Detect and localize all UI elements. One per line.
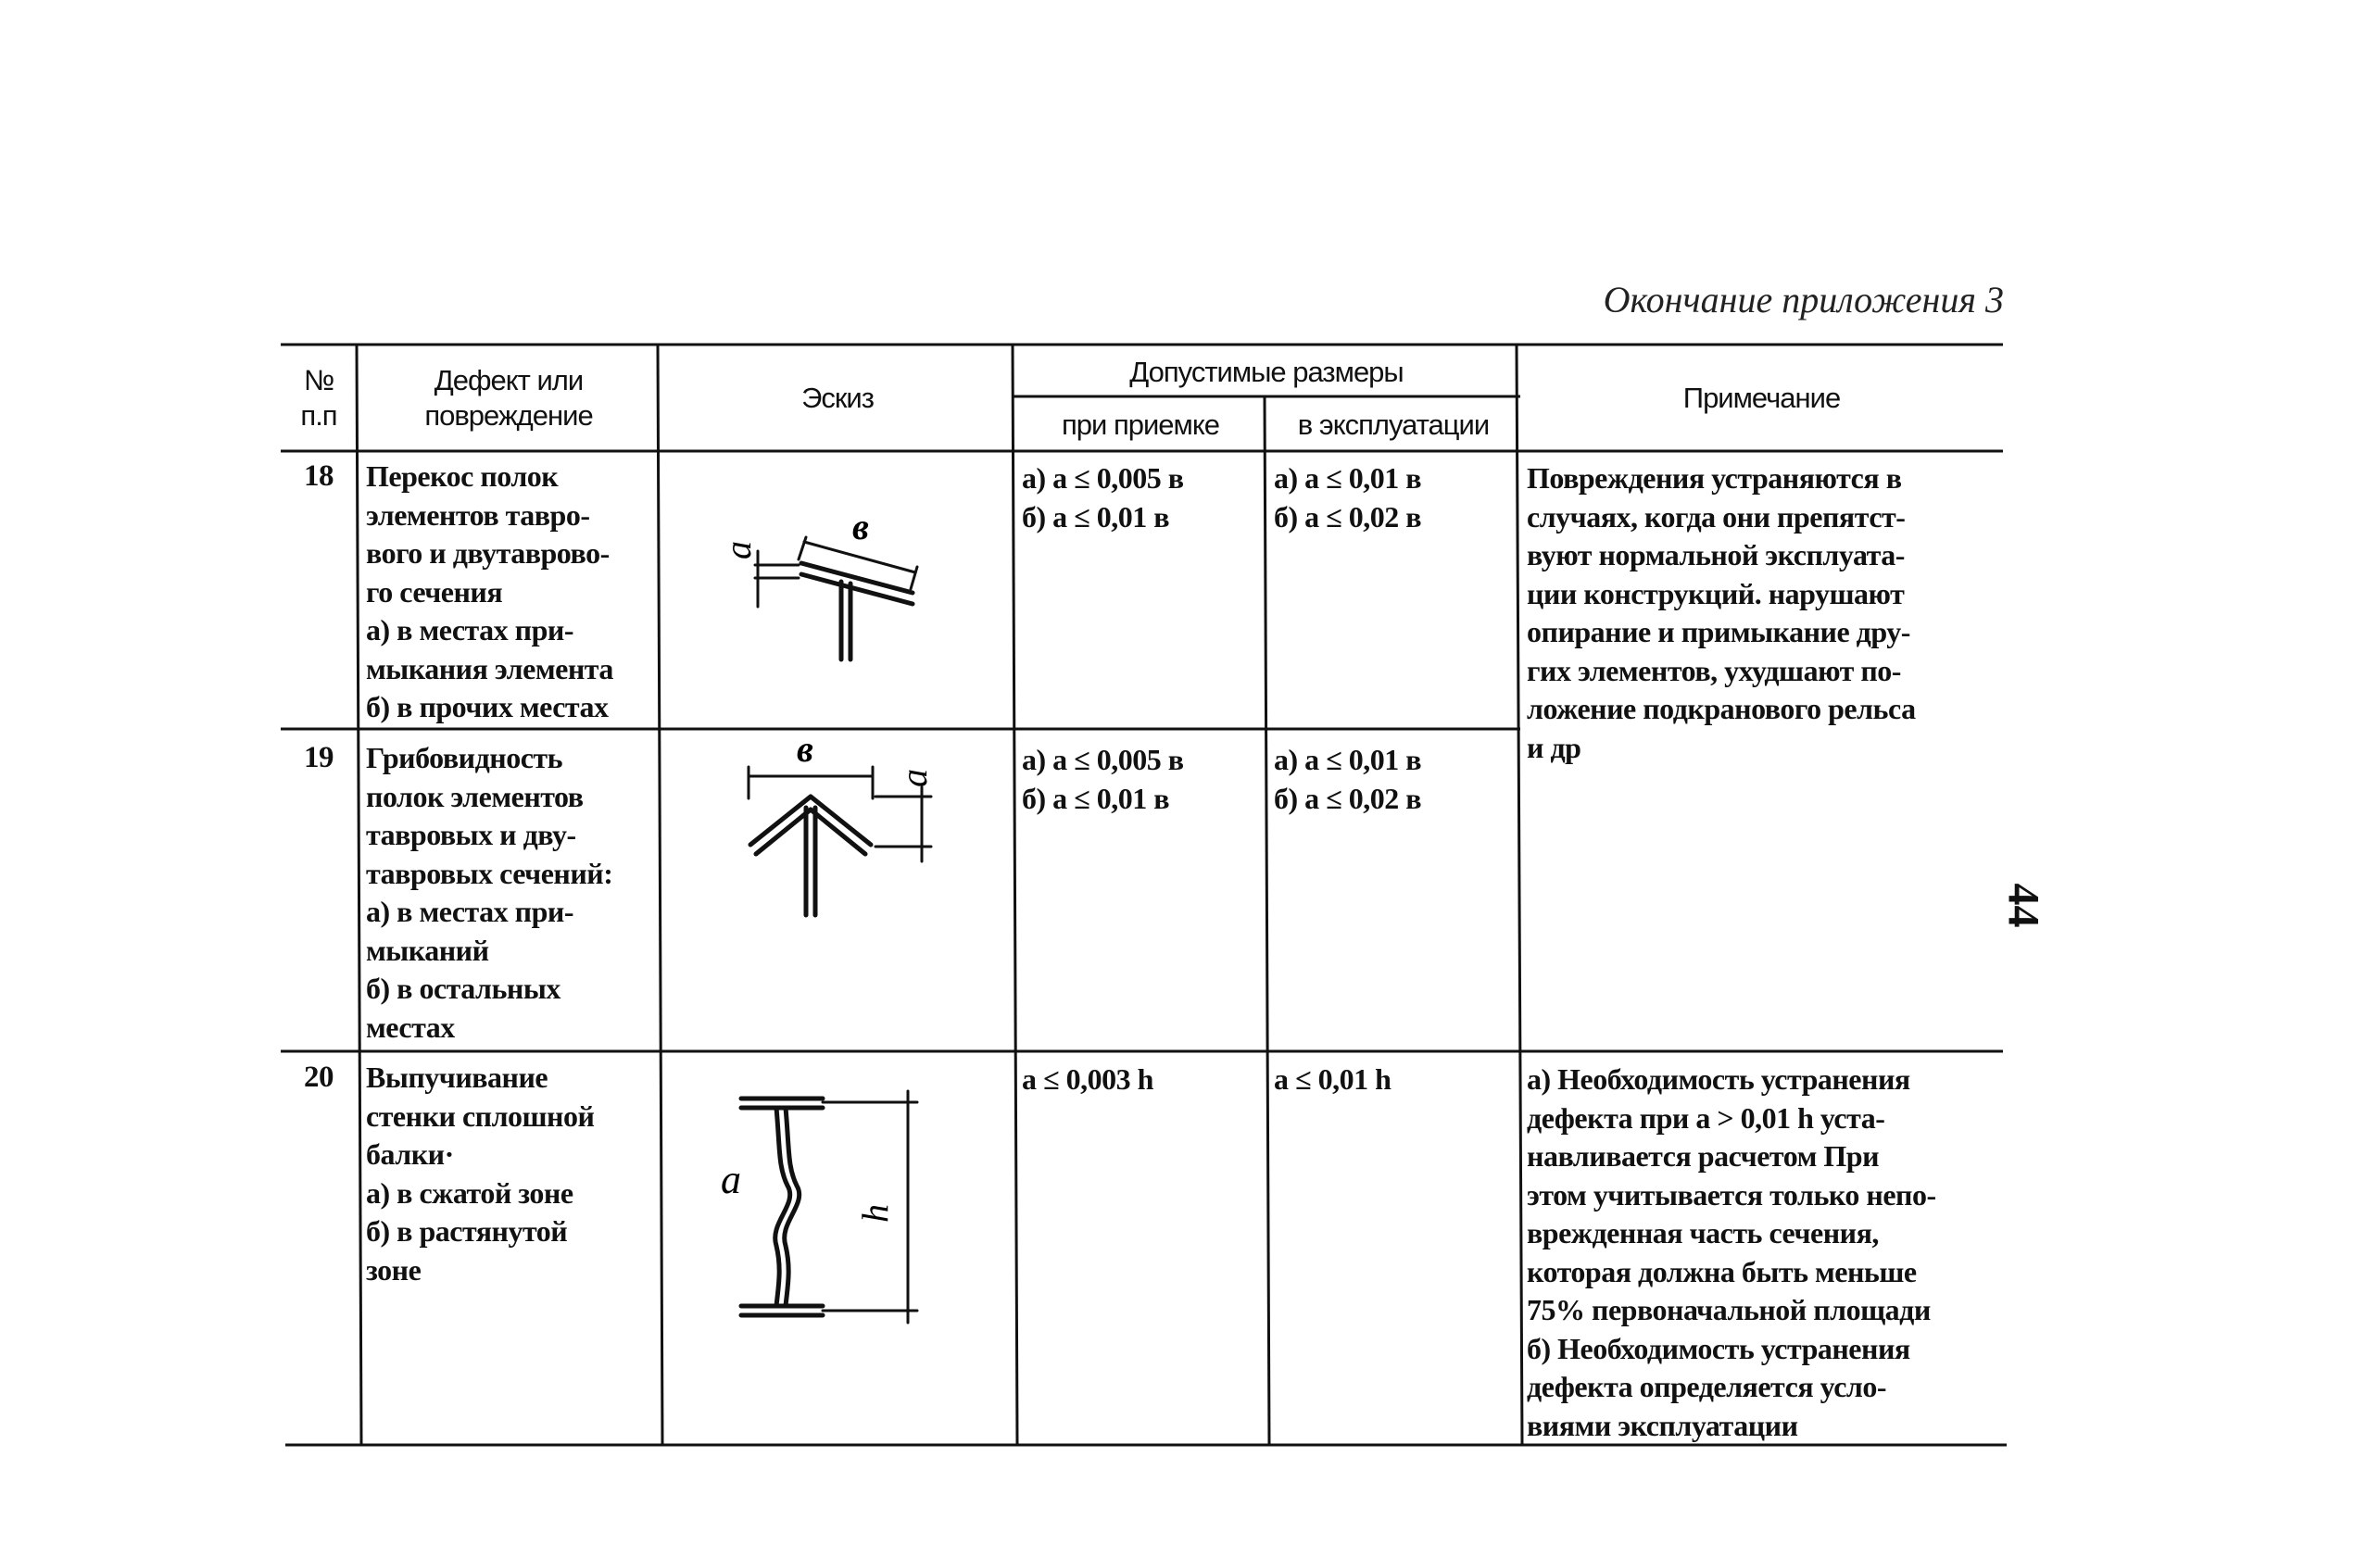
sketch-label-a: а — [717, 541, 759, 559]
appendix-caption: Окончание приложения 3 — [1603, 279, 2004, 320]
sketch-label-a: a — [721, 1157, 741, 1202]
sketch-label-b: в — [852, 506, 869, 547]
sketch-label-a: а — [893, 769, 935, 787]
header-col-service: в эксплуатации — [1297, 408, 1490, 441]
row-18-accept: а) a ≤ 0,005 в б) a ≤ 0,01 в — [1022, 461, 1184, 534]
row-20-number: 20 — [304, 1061, 334, 1094]
row-18-defect: Перекос полок элементов тавро- вого и двутаврово- го сечения а) в местах при- мыкания элемента б) в прочих местах — [366, 459, 613, 723]
sketch-beam-web-buckling — [713, 1084, 945, 1334]
sketch-label-h: h — [854, 1204, 896, 1223]
row-20-defect: Выпучивание стенки сплошной балки· а) в сжатой зоне б) в растянутой зоне — [366, 1061, 595, 1287]
header-col-defect: Дефект или повреждение — [424, 364, 593, 432]
row-19-service: а) a ≤ 0,01 в б) a ≤ 0,02 в — [1274, 743, 1421, 815]
header-col-sketch: Эскиз — [801, 382, 874, 414]
header-col-accept: при приемке — [1061, 408, 1219, 441]
row-20-service: a ≤ 0,01 h — [1274, 1062, 1391, 1096]
row-18-19-note: Повреждения устраняются в случаях, когда они препятст- вуют нормальной эксплуата- ции конструкций. нарушают опирание и примыкание дру- гих элементов, ухудшают по- ложение подкранового рельса и др — [1527, 461, 1916, 764]
row-18-service: а) a ≤ 0,01 в б) a ≤ 0,02 в — [1274, 461, 1421, 534]
page-number: 44 — [1998, 883, 2048, 928]
header-col-number: № п.п — [300, 364, 337, 432]
row-19-accept: а) a ≤ 0,005 в б) a ≤ 0,01 в — [1022, 743, 1184, 815]
row-20-accept: a ≤ 0,003 h — [1022, 1062, 1153, 1096]
header-col-allowed: Допустимые размеры — [1129, 356, 1404, 388]
sketch-label-b: в — [797, 732, 813, 770]
row-19-defect: Грибовидность полок элементов тавровых и дву- тавровых сечений: а) в местах при- мыканий б) в остальных местах — [366, 741, 613, 1044]
header-col-note: Примечание — [1682, 382, 1841, 414]
row-20-note: а) Необходимость устранения дефекта при a > 0,01 h уста- навливается расчетом При этом учитывается только непо- врежденная часть сечения, которая должна быть меньше 75% первоначальной площади б) Необходимость устранения дефекта определяется усло- виями эксплуатации — [1527, 1062, 1936, 1442]
sketch-tee-flange-skew — [713, 500, 945, 676]
row-18-number: 18 — [304, 459, 334, 493]
sketch-tee-mushroom — [723, 732, 954, 926]
row-19-number: 19 — [304, 741, 334, 774]
